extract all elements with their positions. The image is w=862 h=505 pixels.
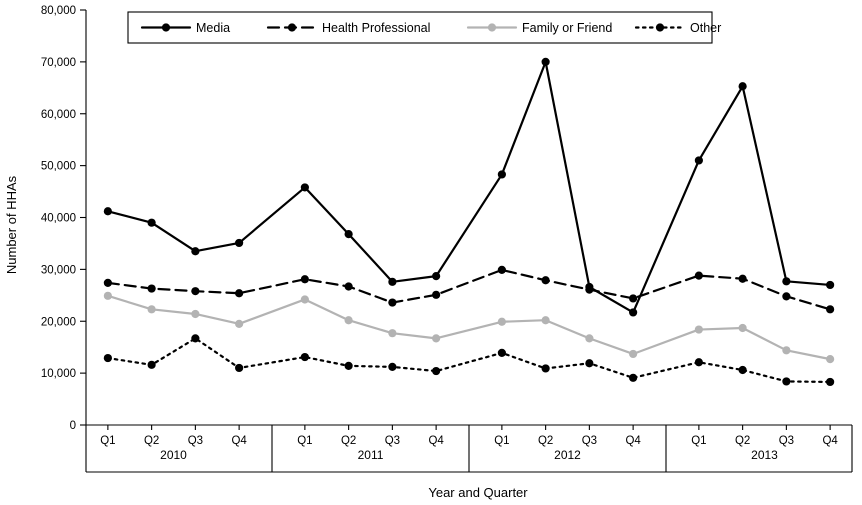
data-point [148, 361, 156, 369]
year-group-label: 2012 [554, 448, 581, 462]
data-point [629, 350, 637, 358]
y-tick-label: 60,000 [40, 108, 76, 121]
data-point [148, 284, 156, 292]
legend-marker [488, 23, 496, 31]
data-point [432, 367, 440, 375]
legend-label: Family or Friend [522, 21, 613, 35]
data-point [782, 277, 790, 285]
data-point [301, 295, 309, 303]
data-point [148, 219, 156, 227]
x-axis-title: Year and Quarter [428, 485, 528, 500]
y-tick-label: 50,000 [40, 160, 76, 173]
data-point [191, 310, 199, 318]
legend-marker [288, 23, 296, 31]
data-point [191, 247, 199, 255]
data-point [542, 58, 550, 66]
x-tick-label: Q1 [100, 435, 116, 447]
data-point [542, 364, 550, 372]
data-point [388, 278, 396, 286]
data-point [301, 275, 309, 283]
data-point [585, 286, 593, 294]
data-point [498, 349, 506, 357]
data-point [629, 374, 637, 382]
y-axis-title: Number of HHAs [4, 175, 19, 275]
data-point [388, 298, 396, 306]
data-point [104, 207, 112, 215]
legend-label: Media [196, 21, 231, 35]
data-point [235, 364, 243, 372]
series-line [108, 296, 830, 359]
x-tick-label: Q1 [691, 435, 707, 447]
data-point [585, 334, 593, 342]
data-point [542, 316, 550, 324]
data-point [345, 282, 353, 290]
series-health-professional [104, 266, 834, 314]
x-tick-label: Q2 [734, 435, 751, 447]
y-tick-label: 10,000 [40, 368, 76, 381]
data-point [695, 358, 703, 366]
data-point [826, 355, 834, 363]
y-tick-label: 20,000 [40, 316, 76, 329]
x-tick-label: Q3 [187, 435, 204, 447]
x-tick-label: Q1 [297, 435, 313, 447]
y-tick-label: 80,000 [40, 5, 76, 17]
legend-label: Health Professional [322, 21, 431, 35]
data-point [585, 359, 593, 367]
data-point [826, 378, 834, 386]
data-point [432, 334, 440, 342]
data-series-layer [104, 58, 834, 386]
data-point [782, 292, 790, 300]
data-point [432, 272, 440, 280]
x-tick-label: Q4 [822, 435, 838, 447]
data-point [695, 156, 703, 164]
year-group-label: 2010 [160, 448, 187, 462]
y-tick-label: 70,000 [40, 56, 76, 69]
data-point [739, 366, 747, 374]
data-point [629, 308, 637, 316]
data-point [301, 183, 309, 191]
series-line [108, 270, 830, 309]
x-tick-label: Q3 [778, 435, 795, 447]
x-tick-label: Q3 [384, 435, 401, 447]
series-other [104, 334, 834, 386]
data-point [629, 294, 637, 302]
data-point [235, 239, 243, 247]
x-tick-label: Q4 [428, 435, 444, 447]
y-tick-label: 30,000 [40, 264, 76, 277]
legend-marker [162, 23, 170, 31]
series-line [108, 62, 830, 313]
data-point [104, 279, 112, 287]
chart-legend [128, 12, 721, 43]
data-point [301, 353, 309, 361]
data-point [104, 292, 112, 300]
x-tick-label: Q3 [581, 435, 598, 447]
data-point [345, 362, 353, 370]
data-point [345, 316, 353, 324]
legend-marker [656, 23, 664, 31]
y-tick-label: 40,000 [40, 212, 76, 225]
x-tick-label: Q4 [625, 435, 641, 447]
year-group-label: 2013 [751, 448, 778, 462]
data-point [345, 230, 353, 238]
data-point [388, 329, 396, 337]
data-point [191, 287, 199, 295]
data-point [826, 305, 834, 313]
series-family-or-friend [104, 292, 834, 363]
data-point [782, 346, 790, 354]
data-point [695, 272, 703, 280]
x-tick-label: Q1 [494, 435, 510, 447]
x-tick-label: Q4 [231, 435, 247, 447]
data-point [498, 266, 506, 274]
data-point [498, 170, 506, 178]
data-point [782, 377, 790, 385]
data-point [739, 82, 747, 90]
x-tick-label: Q2 [340, 435, 357, 447]
data-point [498, 318, 506, 326]
data-point [739, 324, 747, 332]
data-point [432, 291, 440, 299]
data-point [695, 325, 703, 333]
x-tick-label: Q2 [143, 435, 160, 447]
data-point [739, 275, 747, 283]
data-point [388, 363, 396, 371]
y-tick-label: 0 [69, 420, 76, 432]
data-point [148, 305, 156, 313]
legend-label: Other [690, 21, 722, 35]
data-point [191, 334, 199, 342]
data-point [235, 289, 243, 297]
series-line [108, 338, 830, 382]
axis-lines [86, 10, 852, 472]
year-group-label: 2011 [357, 448, 384, 462]
y-axis-ticks [41, 5, 86, 432]
x-tick-label: Q2 [537, 435, 554, 447]
data-point [826, 281, 834, 289]
data-point [104, 354, 112, 362]
data-point [542, 276, 550, 284]
data-point [235, 320, 243, 328]
